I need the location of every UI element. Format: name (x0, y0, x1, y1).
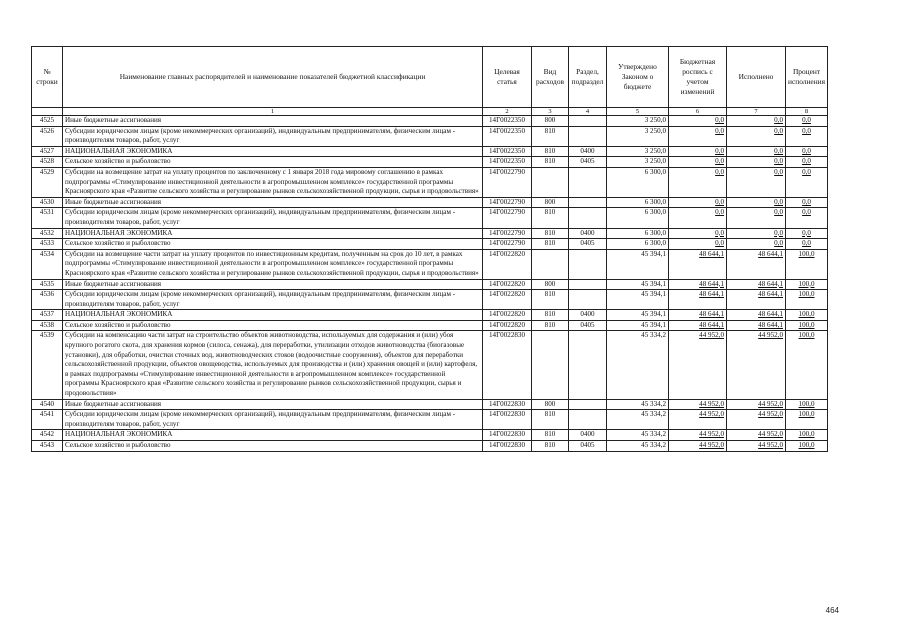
row-approved: 6 300,0 (607, 208, 669, 228)
row-target-article: 14Г0022830 (483, 441, 532, 452)
row-executed: 44 952,0 (727, 410, 786, 430)
column-number-blank (32, 108, 63, 116)
row-name: НАЦИОНАЛЬНАЯ ЭКОНОМИКА (63, 310, 483, 321)
table-row (32, 146, 828, 157)
row-name: Субсидии юридическим лицам (кроме некоммерческих организаций), индивидуальным предпринимателям, физическим лицам - производителям товаров, работ, услуг (63, 290, 483, 310)
row-number: 4535 (32, 279, 63, 290)
row-number: 4529 (32, 167, 63, 197)
row-percent: 100,0 (786, 331, 828, 399)
row-target-article: 14Г0022820 (483, 279, 532, 290)
row-budget-schedule: 0,0 (669, 208, 727, 228)
row-target-article: 14Г0022820 (483, 249, 532, 279)
row-approved: 45 334,2 (607, 410, 669, 430)
header-section: Раздел, подраздел (569, 47, 607, 108)
table-row (32, 249, 828, 279)
row-section: 0405 (569, 239, 607, 250)
row-percent: 100,0 (786, 249, 828, 279)
row-approved: 45 394,1 (607, 290, 669, 310)
column-number: 3 (532, 108, 569, 116)
table-row (32, 310, 828, 321)
row-expense-type: 800 (532, 116, 569, 127)
row-number: 4526 (32, 126, 63, 146)
table-body (32, 116, 828, 452)
header-row (32, 47, 828, 108)
row-expense-type: 810 (532, 410, 569, 430)
row-number: 4525 (32, 116, 63, 127)
row-name: Сельское хозяйство и рыболовство (63, 441, 483, 452)
row-expense-type: 800 (532, 279, 569, 290)
table-row (32, 228, 828, 239)
row-percent: 0,0 (786, 167, 828, 197)
row-percent: 100,0 (786, 279, 828, 290)
row-approved: 45 394,1 (607, 320, 669, 331)
row-budget-schedule: 48 644,1 (669, 320, 727, 331)
row-target-article: 14Г0022830 (483, 410, 532, 430)
row-section (569, 410, 607, 430)
row-number: 4541 (32, 410, 63, 430)
column-number: 6 (669, 108, 727, 116)
row-target-article: 14Г0022350 (483, 146, 532, 157)
table-row (32, 279, 828, 290)
row-section: 0405 (569, 157, 607, 168)
row-section (569, 279, 607, 290)
row-section: 0405 (569, 441, 607, 452)
row-approved: 45 394,1 (607, 310, 669, 321)
row-name: Субсидии на возмещение затрат на уплату процентов по заключенному с 1 января 2018 года мировому соглашению в рамках подпрограммы «Стимулирование инвестиционной деятельности в агропромышленном комплексе» государственной программы Красноярского края «Развитие сельского хозяйства и регулирование рынков сельскохозяйственной продукции, сырья и продовольствия» (63, 167, 483, 197)
row-executed: 0,0 (727, 146, 786, 157)
row-approved: 45 334,2 (607, 430, 669, 441)
row-number: 4534 (32, 249, 63, 279)
row-percent: 0,0 (786, 116, 828, 127)
header-executed: Исполнено (727, 47, 786, 108)
row-target-article: 14Г0022790 (483, 167, 532, 197)
row-section: 0400 (569, 310, 607, 321)
table-row (32, 441, 828, 452)
row-expense-type: 810 (532, 208, 569, 228)
row-budget-schedule: 44 952,0 (669, 410, 727, 430)
row-executed: 0,0 (727, 157, 786, 168)
column-number: 2 (483, 108, 532, 116)
row-approved: 45 334,2 (607, 399, 669, 410)
row-expense-type: 810 (532, 126, 569, 146)
row-executed: 0,0 (727, 239, 786, 250)
header-approved: Утверждено Законом о бюджете (607, 47, 669, 108)
row-executed: 0,0 (727, 208, 786, 228)
row-executed: 0,0 (727, 126, 786, 146)
row-section (569, 249, 607, 279)
row-number: 4540 (32, 399, 63, 410)
row-budget-schedule: 0,0 (669, 146, 727, 157)
row-target-article: 14Г0022830 (483, 331, 532, 399)
row-number: 4527 (32, 146, 63, 157)
row-percent: 0,0 (786, 208, 828, 228)
row-number: 4542 (32, 430, 63, 441)
row-percent: 100,0 (786, 290, 828, 310)
row-executed: 48 644,1 (727, 290, 786, 310)
budget-execution-table (31, 46, 828, 452)
row-number: 4539 (32, 331, 63, 399)
row-section (569, 167, 607, 197)
row-number: 4533 (32, 239, 63, 250)
row-number: 4543 (32, 441, 63, 452)
row-budget-schedule: 0,0 (669, 239, 727, 250)
row-approved: 45 334,2 (607, 331, 669, 399)
row-target-article: 14Г0022820 (483, 320, 532, 331)
row-section (569, 197, 607, 208)
row-target-article: 14Г0022790 (483, 228, 532, 239)
row-percent: 100,0 (786, 441, 828, 452)
row-target-article: 14Г0022820 (483, 290, 532, 310)
table-row (32, 399, 828, 410)
row-percent: 0,0 (786, 126, 828, 146)
row-approved: 3 250,0 (607, 146, 669, 157)
page-number: 464 (825, 606, 839, 615)
row-approved: 6 300,0 (607, 228, 669, 239)
row-budget-schedule: 44 952,0 (669, 430, 727, 441)
row-budget-schedule: 0,0 (669, 157, 727, 168)
row-expense-type: 810 (532, 310, 569, 321)
column-number: 1 (63, 108, 483, 116)
table-row (32, 320, 828, 331)
row-target-article: 14Г0022830 (483, 430, 532, 441)
row-percent: 0,0 (786, 197, 828, 208)
row-section: 0400 (569, 146, 607, 157)
row-name: Субсидии юридическим лицам (кроме некоммерческих организаций), индивидуальным предпринимателям, физическим лицам - производителям товаров, работ, услуг (63, 410, 483, 430)
row-name: Субсидии на компенсацию части затрат на строительство объектов животноводства, используемых для содержания и (или) убоя крупного рогатого скота, для хранения кормов (силоса, сенажа), для переработки, утилизации отходов животноводства (биогазовые установки), для обработки, очистки сточных вод, животноводческих стоков (водоочистные сооружения), объектов для переработки сельскохозяйственной продукции, объектов овощеводства, используемых для производства и (или) хранения овощей и (или) картофеля, в рамках подпрограммы «Стимулирование инвестиционной деятельности в агропромышленном комплексе» государственной программы Красноярского края «Развитие сельского хозяйства и регулирование рынков сельскохозяйственной продукции, сырья и продовольствия» (63, 331, 483, 399)
row-name: Иные бюджетные ассигнования (63, 279, 483, 290)
row-percent: 100,0 (786, 410, 828, 430)
row-section (569, 208, 607, 228)
table-row (32, 410, 828, 430)
row-expense-type (532, 249, 569, 279)
row-percent: 0,0 (786, 157, 828, 168)
row-section: 0405 (569, 320, 607, 331)
row-name: Иные бюджетные ассигнования (63, 399, 483, 410)
header-expense-type: Вид расходов (532, 47, 569, 108)
row-executed: 0,0 (727, 167, 786, 197)
row-percent: 100,0 (786, 430, 828, 441)
row-budget-schedule: 48 644,1 (669, 310, 727, 321)
row-expense-type: 810 (532, 146, 569, 157)
row-expense-type: 810 (532, 157, 569, 168)
row-number: 4536 (32, 290, 63, 310)
row-expense-type: 810 (532, 320, 569, 331)
column-number: 4 (569, 108, 607, 116)
header-target-article: Целевая статья (483, 47, 532, 108)
row-executed: 48 644,1 (727, 279, 786, 290)
row-approved: 6 300,0 (607, 239, 669, 250)
table-header (32, 47, 828, 116)
row-executed: 48 644,1 (727, 320, 786, 331)
row-approved: 3 250,0 (607, 126, 669, 146)
row-expense-type: 810 (532, 290, 569, 310)
row-budget-schedule: 44 952,0 (669, 399, 727, 410)
column-number: 5 (607, 108, 669, 116)
table-row (32, 239, 828, 250)
row-expense-type: 800 (532, 197, 569, 208)
row-name: Иные бюджетные ассигнования (63, 197, 483, 208)
row-expense-type: 810 (532, 239, 569, 250)
row-budget-schedule: 44 952,0 (669, 331, 727, 399)
row-executed: 0,0 (727, 197, 786, 208)
row-target-article: 14Г0022790 (483, 208, 532, 228)
row-approved: 45 394,1 (607, 249, 669, 279)
row-expense-type: 810 (532, 228, 569, 239)
row-percent: 100,0 (786, 320, 828, 331)
row-section (569, 331, 607, 399)
row-budget-schedule: 48 644,1 (669, 279, 727, 290)
table-row (32, 197, 828, 208)
row-approved: 3 250,0 (607, 157, 669, 168)
row-target-article: 14Г0022830 (483, 399, 532, 410)
row-approved: 3 250,0 (607, 116, 669, 127)
row-budget-schedule: 0,0 (669, 116, 727, 127)
row-percent: 0,0 (786, 239, 828, 250)
row-number: 4530 (32, 197, 63, 208)
row-name: НАЦИОНАЛЬНАЯ ЭКОНОМИКА (63, 228, 483, 239)
row-executed: 44 952,0 (727, 399, 786, 410)
column-number-row (32, 108, 828, 116)
row-percent: 100,0 (786, 399, 828, 410)
table-row (32, 116, 828, 127)
row-percent: 100,0 (786, 310, 828, 321)
row-section: 0400 (569, 228, 607, 239)
row-expense-type: 810 (532, 430, 569, 441)
row-budget-schedule: 0,0 (669, 197, 727, 208)
row-budget-schedule: 48 644,1 (669, 290, 727, 310)
row-name: Субсидии юридическим лицам (кроме некоммерческих организаций), индивидуальным предпринимателям, физическим лицам - производителям товаров, работ, услуг (63, 208, 483, 228)
row-executed: 48 644,1 (727, 310, 786, 321)
row-budget-schedule: 0,0 (669, 126, 727, 146)
row-expense-type: 800 (532, 399, 569, 410)
row-number: 4531 (32, 208, 63, 228)
row-number: 4537 (32, 310, 63, 321)
row-approved: 6 300,0 (607, 197, 669, 208)
row-name: Сельское хозяйство и рыболовство (63, 239, 483, 250)
row-executed: 44 952,0 (727, 441, 786, 452)
row-expense-type: 810 (532, 441, 569, 452)
row-section: 0400 (569, 430, 607, 441)
row-section (569, 126, 607, 146)
row-section (569, 116, 607, 127)
row-name: Субсидии на возмещение части затрат на уплату процентов по инвестиционным кредитам, полученным на срок до 10 лет, в рамках подпрограммы «Стимулирование инвестиционной деятельности в агропромышленном комплексе» государственной программы Красноярского края «Развитие сельского хозяйства и регулирование рынков сельскохозяйственной продукции, сырья и продовольствия» (63, 249, 483, 279)
row-budget-schedule: 0,0 (669, 228, 727, 239)
row-number: 4532 (32, 228, 63, 239)
row-executed: 44 952,0 (727, 331, 786, 399)
row-number: 4528 (32, 157, 63, 168)
table-row (32, 208, 828, 228)
table-row (32, 430, 828, 441)
row-section (569, 399, 607, 410)
column-number: 8 (786, 108, 828, 116)
header-budget-schedule: Бюджетная роспись с учетом изменений (669, 47, 727, 108)
row-budget-schedule: 48 644,1 (669, 249, 727, 279)
row-approved: 45 394,1 (607, 279, 669, 290)
row-expense-type (532, 167, 569, 197)
table-row (32, 167, 828, 197)
row-approved: 45 334,2 (607, 441, 669, 452)
row-budget-schedule: 0,0 (669, 167, 727, 197)
row-expense-type (532, 331, 569, 399)
row-approved: 6 300,0 (607, 167, 669, 197)
row-name: Сельское хозяйство и рыболовство (63, 320, 483, 331)
column-number: 7 (727, 108, 786, 116)
header-row-number: № строки (32, 47, 63, 108)
row-executed: 0,0 (727, 116, 786, 127)
row-name: Иные бюджетные ассигнования (63, 116, 483, 127)
row-number: 4538 (32, 320, 63, 331)
row-name: НАЦИОНАЛЬНАЯ ЭКОНОМИКА (63, 430, 483, 441)
table-row (32, 126, 828, 146)
row-executed: 0,0 (727, 228, 786, 239)
header-name: Наименование главных распорядителей и наименование показателей бюджетной классификации (63, 47, 483, 108)
row-percent: 0,0 (786, 146, 828, 157)
row-target-article: 14Г0022820 (483, 310, 532, 321)
row-executed: 44 952,0 (727, 430, 786, 441)
row-section (569, 290, 607, 310)
row-name: НАЦИОНАЛЬНАЯ ЭКОНОМИКА (63, 146, 483, 157)
header-percent: Процент исполнения (786, 47, 828, 108)
row-target-article: 14Г0022350 (483, 126, 532, 146)
table-row (32, 331, 828, 399)
row-target-article: 14Г0022790 (483, 239, 532, 250)
row-budget-schedule: 44 952,0 (669, 441, 727, 452)
row-percent: 0,0 (786, 228, 828, 239)
row-name: Субсидии юридическим лицам (кроме некоммерческих организаций), индивидуальным предпринимателям, физическим лицам - производителям товаров, работ, услуг (63, 126, 483, 146)
row-target-article: 14Г0022350 (483, 116, 532, 127)
row-name: Сельское хозяйство и рыболовство (63, 157, 483, 168)
row-target-article: 14Г0022790 (483, 197, 532, 208)
row-executed: 48 644,1 (727, 249, 786, 279)
table-row (32, 290, 828, 310)
table-row (32, 157, 828, 168)
row-target-article: 14Г0022350 (483, 157, 532, 168)
